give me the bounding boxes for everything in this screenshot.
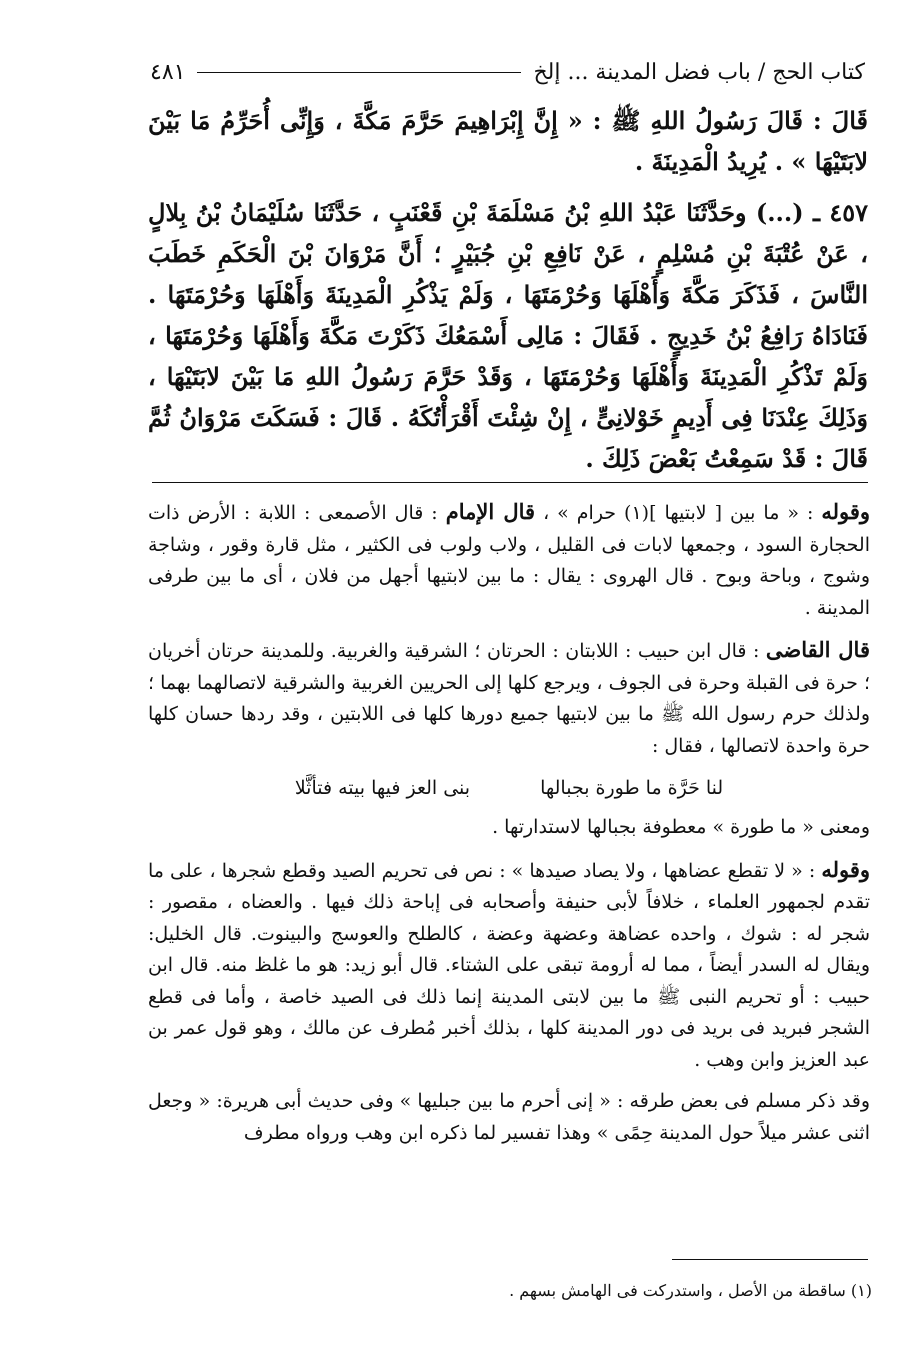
paragraph-text: : قال ابن حبيب : اللابتان : الحرتان ؛ الشرقية والغربية. وللمدينة حرتان أخريان ؛ حرة فى القبلة وحرة فى الجوف ، ويرجع كلها إلى الحريين الغربية والشرقية لاتصالهما بهما ؛ ولذلك حرم رسول الله ﷺ ما بين لابتيها جميع دورها كلها فى اللابتين ، وقد ردها حسان كلها حرة واحدة لاتصالها ، فقال : [148,640,870,757]
lead-word: قال القاضى [765,637,870,662]
lead-word: وقوله [821,499,871,524]
paragraph-text: : قال الأصمعى : اللابة : الأرض ذات الحجارة السود ، وجمعها لابات فى القليل ، ولاب ولوب فى الكثير ، مثل قارة وقور ، وشاجة وشوج ، وباحة وبوح . قال الهروى : يقال : ما بين لابتيها أجهل من فلان ، أى ما بين طرفى المدينة . [148,502,870,619]
lead-word: قال الإمام [445,499,536,524]
commentary [148,496,870,1159]
paragraph-text: : « لا تقطع عضاهها ، ولا يصاد صيدها » : نص فى تحريم الصيد وقطع شجرها ، على ما تقدم لجمهور العلماء ، خلافاً لأبى حنيفة وأصحابه فى إباحة ذلك فيها . والعضاه ، مقصور : شجر له : شوك ، واحده عضاهة وعضهة وعضة ، كالطلح والعوسج والبينوت. قال الخليل: ويقال له السدر أيضاً ، مما له أرومة تبقى على الشتاء. قال أبو زيد: هو ما غلظ منه. قال ابن حبيب : أو تحريم النبى ﷺ ما بين لابتى المدينة إنما ذلك فى الصيد خاصة ، وأما فى قطع الشجر فبريد فى بريد فى دور المدينة كلها ، بذلك أخبر مُطرف عن مالك ، وهو قول عمر بن عبد العزيز وابن وهب . [148,859,870,1071]
running-title: كتاب الحج / باب فضل المدينة ... إلخ [533,59,865,85]
header-rule [197,72,521,73]
poetry-verse [148,772,870,804]
verse-first-hemistich: لنا حَرَّة ما طورة بجبالها [540,777,724,799]
commentary-paragraph-4 [148,854,870,1077]
commentary-divider [152,482,868,483]
footnote-divider [672,1259,868,1260]
running-header [150,52,865,92]
page-number: ٤٨١ [150,59,186,85]
hadith-paragraph-1: قَالَ : قَالَ رَسُولُ اللهِ ﷺ : « إِنَّ إِبْرَاهِيمَ حَرَّمَ مَكَّةَ ، وَإِنِّى أُحَرِّمُ مَا بَيْنَ لابَتَيْهَا » . يُرِيدُ الْمَدِينَةَ . [148,106,868,176]
footnote: (١) ساقطة من الأصل ، واستدركت فى الهامش بسهم . [509,1281,872,1300]
hadith-paragraph-2: ٤٥٧ ـ (...) وحَدَّثَنَا عَبْدُ اللهِ بْنُ مَسْلَمَةَ بْنِ قَعْنَبٍ ، حَدَّثَنَا سُلَيْمَانُ بْنُ بِلالٍ ، عَنْ عُتْبَةَ بْنِ مُسْلِمٍ ، عَنْ نَافِعِ بْنِ جُبَيْرٍ ؛ أَنَّ مَرْوَانَ بْنَ الْحَكَمِ خَطَبَ النَّاسَ ، فَذَكَرَ مَكَّةَ وَأَهْلَهَا وَحُرْمَتَهَا ، وَلَمْ يَذْكُرِ الْمَدِينَةَ وَأَهْلَهَا وَحُرْمَتَهَا . فَنَادَاهُ رَافِعُ بْنُ خَدِيجٍ . فَقَالَ : مَالِى أَسْمَعُكَ ذَكَرْتَ مَكَّةَ وَأَهْلَهَا وَحُرْمَتَهَا ، وَلَمْ تَذْكُرِ الْمَدِينَةَ وَأَهْلَهَا وَحُرْمَتَهَا ، وَقَدْ حَرَّمَ رَسُولُ اللهِ مَا بَيْنَ لابَتَيْهَا ، وَذَلِكَ عِنْدَنَا فِى أَدِيمٍ خَوْلانِىٍّ ، إِنْ شِئْتَ أَقْرَأْتُكَهُ . قَالَ : فَسَكَتَ مَرْوَانُ ثُمَّ قَالَ : قَدْ سَمِعْتُ بَعْضَ ذَلِكَ . [148,198,868,473]
commentary-paragraph-2 [148,634,870,762]
commentary-paragraph-3: ومعنى « ما طورة » معطوفة بجبالها لاستدارتها . [492,816,870,838]
hadith-text [148,100,868,479]
commentary-paragraph-5: وقد ذكر مسلم فى بعض طرقه : « إنى أحرم ما بين جبليها » وفى حديث أبى هريرة: « وجعل اثنى عشر ميلاً حول المدينة حِمًى » وهذا تفسير لما ذكره ابن وهب ورواه مطرف [148,1090,870,1144]
lead-word: وقوله [821,856,870,882]
paragraph-text: : « ما بين [ لابتيها ](١) حرام » ، [543,502,814,524]
verse-second-hemistich: بنى العز فيها بيته فتأثَّلا [294,777,471,799]
commentary-paragraph-1 [148,496,870,624]
